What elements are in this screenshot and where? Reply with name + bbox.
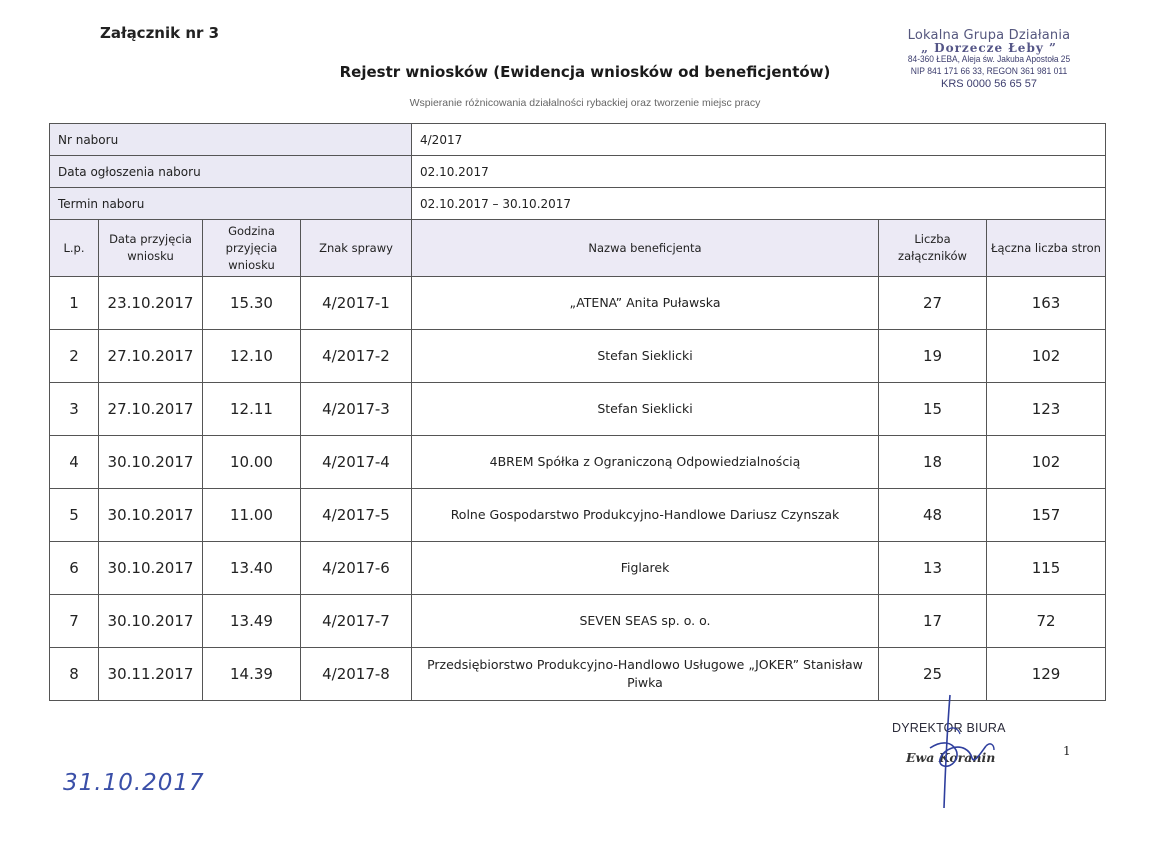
- cell-time: 11.00: [203, 489, 301, 542]
- col-header-date: Data przyjęcia wniosku: [99, 220, 203, 277]
- cell-name: Figlarek: [412, 542, 879, 595]
- stamp-line-krs: KRS 0000 56 65 57: [940, 78, 1038, 90]
- cell-time: 13.40: [203, 542, 301, 595]
- info-label: Data ogłoszenia naboru: [50, 156, 412, 188]
- document-subtitle: Wspieranie różnicowania działalności rybackiej oraz tworzenie miejsc pracy: [409, 97, 761, 109]
- cell-lp: 7: [50, 595, 99, 648]
- table-row: [50, 489, 1106, 542]
- stamp-line-address: 84-360 ŁEBA, Aleja św. Jakuba Apostoła 25: [907, 54, 1071, 65]
- cell-case: 4/2017-5: [301, 489, 412, 542]
- table-row: [50, 436, 1106, 489]
- cell-attachments: 15: [879, 383, 987, 436]
- col-header-lp: L.p.: [50, 220, 99, 277]
- info-label: Termin naboru: [50, 188, 412, 220]
- cell-name: Przedsiębiorstwo Produkcyjno-Handlowo Usługowe „JOKER” Stanisław Piwka: [412, 648, 879, 701]
- info-label: Nr naboru: [50, 124, 412, 156]
- table-row: [50, 330, 1106, 383]
- col-header-case: Znak sprawy: [301, 220, 412, 277]
- cell-date: 30.10.2017: [99, 542, 203, 595]
- cell-pages: 102: [987, 436, 1106, 489]
- cell-case: 4/2017-8: [301, 648, 412, 701]
- cell-case: 4/2017-6: [301, 542, 412, 595]
- organization-stamp: [884, 30, 1094, 90]
- cell-date: 30.10.2017: [99, 436, 203, 489]
- cell-attachments: 48: [879, 489, 987, 542]
- cell-case: 4/2017-1: [301, 277, 412, 330]
- table-row: [50, 595, 1106, 648]
- cell-date: 27.10.2017: [99, 383, 203, 436]
- cell-pages: 163: [987, 277, 1106, 330]
- table-row: [50, 542, 1106, 595]
- col-header-name: Nazwa beneficjenta: [412, 220, 879, 277]
- cell-attachments: 19: [879, 330, 987, 383]
- cell-attachments: 13: [879, 542, 987, 595]
- cell-attachments: 25: [879, 648, 987, 701]
- table-row: [50, 277, 1106, 330]
- cell-pages: 123: [987, 383, 1106, 436]
- cell-attachments: 18: [879, 436, 987, 489]
- cell-pages: 157: [987, 489, 1106, 542]
- cell-pages: 72: [987, 595, 1106, 648]
- handwritten-date: 31.10.2017: [63, 770, 205, 796]
- cell-name: Rolne Gospodarstwo Produkcyjno-Handlowe Dariusz Czynszak: [412, 489, 879, 542]
- cell-name: Stefan Sieklicki: [412, 330, 879, 383]
- cell-pages: 115: [987, 542, 1106, 595]
- cell-time: 12.10: [203, 330, 301, 383]
- document-title: Rejestr wniosków (Ewidencja wniosków od beneficjentów): [339, 63, 831, 81]
- cell-case: 4/2017-3: [301, 383, 412, 436]
- director-name: Ewa Koranin: [906, 750, 996, 765]
- cell-lp: 6: [50, 542, 99, 595]
- cell-case: 4/2017-2: [301, 330, 412, 383]
- cell-case: 4/2017-7: [301, 595, 412, 648]
- cell-name: 4BREM Spółka z Ograniczoną Odpowiedzialnością: [412, 436, 879, 489]
- cell-lp: 1: [50, 277, 99, 330]
- cell-pages: 102: [987, 330, 1106, 383]
- cell-lp: 4: [50, 436, 99, 489]
- attachment-label: Załącznik nr 3: [100, 24, 220, 42]
- cell-case: 4/2017-4: [301, 436, 412, 489]
- cell-time: 15.30: [203, 277, 301, 330]
- col-header-time: Godzina przyjęcia wniosku: [203, 220, 301, 277]
- col-header-pages: Łączna liczba stron: [987, 220, 1106, 277]
- cell-date: 30.11.2017: [99, 648, 203, 701]
- info-value: 4/2017: [412, 124, 1106, 156]
- cell-name: SEVEN SEAS sp. o. o.: [412, 595, 879, 648]
- info-value: 02.10.2017: [412, 156, 1106, 188]
- cell-pages: 129: [987, 648, 1106, 701]
- cell-lp: 3: [50, 383, 99, 436]
- page-number: 1: [1063, 744, 1071, 758]
- table-row: [50, 383, 1106, 436]
- cell-date: 30.10.2017: [99, 595, 203, 648]
- cell-time: 14.39: [203, 648, 301, 701]
- cell-attachments: 17: [879, 595, 987, 648]
- stamp-line-org: Lokalna Grupa Działania: [907, 28, 1071, 43]
- info-row-announcement-date: [50, 156, 1106, 188]
- register-table: [49, 123, 1106, 701]
- stamp-line-name: „ Dorzecze Łeby ”: [921, 41, 1057, 55]
- cell-time: 10.00: [203, 436, 301, 489]
- info-row-call-number: [50, 124, 1106, 156]
- cell-time: 13.49: [203, 595, 301, 648]
- cell-date: 30.10.2017: [99, 489, 203, 542]
- cell-date: 27.10.2017: [99, 330, 203, 383]
- info-row-call-period: [50, 188, 1106, 220]
- cell-lp: 2: [50, 330, 99, 383]
- cell-name: „ATENA” Anita Puławska: [412, 277, 879, 330]
- table-header-row: [50, 220, 1106, 277]
- cell-time: 12.11: [203, 383, 301, 436]
- cell-date: 23.10.2017: [99, 277, 203, 330]
- cell-name: Stefan Sieklicki: [412, 383, 879, 436]
- col-header-attachments: Liczba załączników: [879, 220, 987, 277]
- info-value: 02.10.2017 – 30.10.2017: [412, 188, 1106, 220]
- stamp-line-nip: NIP 841 171 66 33, REGON 361 981 011: [910, 66, 1068, 77]
- cell-attachments: 27: [879, 277, 987, 330]
- director-title: DYREKTOR BIURA: [892, 721, 1006, 735]
- cell-lp: 8: [50, 648, 99, 701]
- cell-lp: 5: [50, 489, 99, 542]
- signature-icon: [890, 690, 1030, 815]
